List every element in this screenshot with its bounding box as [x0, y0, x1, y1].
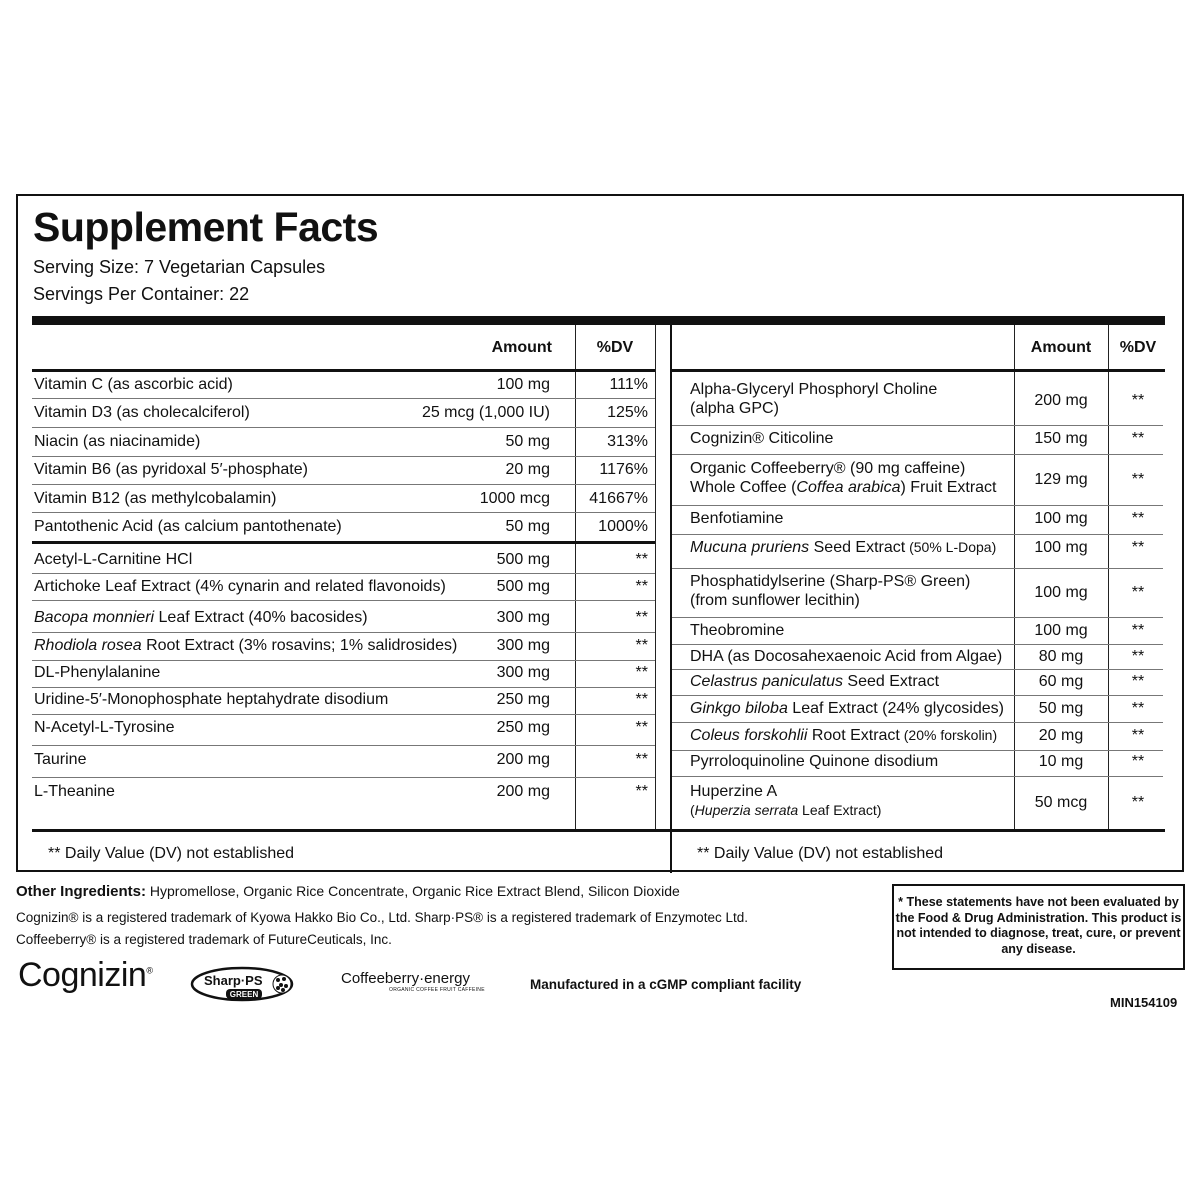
other-ingredients: [16, 883, 680, 900]
ingredient-name-rest: (: [690, 802, 695, 818]
svg-text:Sharp·PS: Sharp·PS: [204, 973, 263, 988]
ingredient-amount: 300 mg: [496, 609, 550, 626]
row-divider: [672, 617, 1163, 618]
row-divider: [672, 425, 1163, 426]
row-divider: [32, 714, 655, 715]
ingredient-dv: **: [1131, 471, 1145, 488]
other-ingredients-label: Other Ingredients:: [16, 883, 147, 900]
ingredient-name-rest: Root Extract (3% rosavins; 1% salidrosides): [141, 637, 458, 654]
ingredient-dv: 1000%: [598, 518, 648, 535]
ingredient-name: Taurine: [34, 751, 87, 768]
vitamin-section-rule: [32, 541, 655, 544]
ingredient-amount: 100 mg: [496, 376, 550, 393]
left-amount-header: Amount: [491, 339, 552, 356]
ingredient-dv: **: [635, 751, 648, 768]
ingredient-amount: 100 mg: [1034, 584, 1088, 601]
ingredient-amount: 500 mg: [496, 578, 550, 595]
ingredient-name: Huperzine A: [690, 783, 778, 800]
center-divider: [670, 325, 672, 873]
ingredient-dv: **: [635, 637, 648, 654]
row-divider: [32, 777, 655, 778]
ingredient-name: Uridine-5′-Monophosphate heptahydrate disodium: [34, 691, 389, 708]
ingredient-name-line2: (alpha GPC): [690, 400, 779, 417]
header-rule: [32, 316, 1165, 325]
ingredient-dv: **: [1131, 392, 1145, 409]
row-divider: [672, 776, 1163, 777]
ingredient-dv: **: [1131, 648, 1145, 665]
ingredient-name-italic: Coffea arabica: [796, 479, 901, 496]
table-bottom-rule: [32, 829, 1165, 832]
ingredient-dv: **: [1131, 510, 1145, 527]
ingredient-dv: **: [1131, 622, 1145, 639]
ingredient-name-italic: Bacopa monnieri: [34, 609, 155, 626]
sharp-ps-green-logo: [190, 966, 302, 1002]
ingredient-name: Pyrroloquinoline Quinone disodium: [690, 753, 939, 770]
fda-disclaimer: * These statements have not been evaluated by the Food & Drug Administration. This product is not intended to diagnose, treat, cure, or prevent any disease.: [892, 884, 1185, 970]
ingredient-name-rest: Root Extract: [807, 727, 900, 744]
ingredient-name-rest: Whole Coffee (: [690, 479, 797, 496]
row-divider: [672, 454, 1163, 455]
ingredient-dv: **: [635, 691, 648, 708]
ingredient-name: [34, 637, 457, 655]
ingredient-name-rest: Seed Extract: [842, 673, 940, 690]
row-divider: [32, 484, 655, 485]
ingredient-amount: 50 mcg: [1034, 794, 1088, 811]
row-divider: [672, 722, 1163, 723]
ingredient-amount: 50 mg: [1038, 700, 1084, 717]
row-divider: [672, 695, 1163, 696]
ingredient-dv: **: [635, 609, 648, 626]
ingredient-name: Organic Coffeeberry® (90 mg caffeine): [690, 460, 966, 477]
product-code: MIN154109: [1110, 995, 1178, 1010]
row-divider: [672, 669, 1163, 670]
ingredient-name-rest: Leaf Extract (24% glycosides): [787, 700, 1004, 717]
ingredient-dv: **: [1131, 539, 1145, 556]
ingredient-amount: 10 mg: [1038, 753, 1084, 770]
ingredient-name: [690, 539, 996, 557]
ingredient-dv: **: [1131, 727, 1145, 744]
ingredient-name: Benfotiamine: [690, 510, 784, 527]
ingredient-dv: **: [1131, 753, 1145, 770]
ingredient-name: Cognizin® Citicoline: [690, 430, 834, 447]
ingredient-amount: 100 mg: [1034, 622, 1088, 639]
ingredient-name: Theobromine: [690, 622, 785, 639]
ingredient-name: [690, 700, 1004, 718]
row-divider: [32, 687, 655, 688]
ingredient-dv: **: [635, 719, 648, 736]
ingredient-amount: 500 mg: [496, 551, 550, 568]
row-divider: [32, 745, 655, 746]
ingredient-name: Vitamin B6 (as pyridoxal 5′-phosphate): [34, 461, 308, 478]
row-divider: [32, 632, 655, 633]
row-divider: [672, 505, 1163, 506]
ingredient-name-italic: Rhodiola rosea: [34, 637, 142, 654]
ingredient-amount: 200 mg: [1034, 392, 1088, 409]
row-divider: [672, 534, 1163, 535]
ingredient-name-rest: Leaf Extract): [798, 802, 882, 818]
ingredient-dv: 111%: [609, 376, 648, 393]
ingredient-name: Vitamin B12 (as methylcobalamin): [34, 490, 277, 507]
ingredient-amount: 100 mg: [1034, 539, 1088, 556]
right-dv-header: %DV: [1119, 339, 1157, 356]
ingredient-dv: **: [1131, 430, 1145, 447]
ingredient-name-italic: Huperzia serrata: [694, 802, 799, 818]
row-divider: [32, 456, 655, 457]
ingredient-name: [34, 609, 368, 627]
ingredient-amount: 80 mg: [1038, 648, 1084, 665]
ingredient-name-line2: [690, 802, 881, 818]
ingredient-dv: 41667%: [589, 490, 648, 507]
ingredient-name-note: (50% L-Dopa): [905, 539, 997, 555]
row-divider: [32, 427, 655, 428]
ingredient-dv: **: [635, 664, 648, 681]
row-divider: [672, 568, 1163, 569]
ingredient-amount: 150 mg: [1034, 430, 1088, 447]
ingredient-dv: **: [635, 578, 648, 595]
ingredient-name-line2: [690, 479, 997, 497]
ingredient-dv: 125%: [607, 404, 648, 421]
svg-text:GREEN: GREEN: [229, 990, 259, 999]
ingredient-amount: 1000 mcg: [479, 490, 550, 507]
ingredient-name: DHA (as Docosahexaenoic Acid from Algae): [690, 648, 1003, 665]
row-divider: [32, 512, 655, 513]
row-divider: [32, 600, 655, 601]
ingredient-amount: 200 mg: [496, 783, 550, 800]
ingredient-amount: 250 mg: [496, 691, 550, 708]
ingredient-name: [690, 727, 997, 745]
ingredient-dv: 313%: [607, 433, 648, 450]
manufactured-statement: Manufactured in a cGMP compliant facility: [530, 977, 802, 992]
ingredient-name: Pantothenic Acid (as calcium pantothenate): [34, 518, 342, 535]
row-divider: [672, 644, 1163, 645]
panel-title: Supplement Facts: [33, 204, 379, 250]
row-divider: [672, 750, 1163, 751]
ingredient-dv: **: [1131, 700, 1145, 717]
ingredient-name: Phosphatidylserine (Sharp-PS® Green): [690, 573, 971, 590]
ingredient-amount: 250 mg: [496, 719, 550, 736]
ingredient-name: Acetyl-L-Carnitine HCl: [34, 551, 193, 568]
ingredient-amount: 300 mg: [496, 637, 550, 654]
ingredient-dv: **: [1131, 794, 1145, 811]
ingredient-dv: **: [635, 783, 648, 800]
ingredient-amount: 20 mg: [505, 461, 550, 478]
ingredient-amount: 300 mg: [496, 664, 550, 681]
ingredient-name: N-Acetyl-L-Tyrosine: [34, 719, 175, 736]
ingredient-name-rest: Seed Extract: [809, 539, 906, 556]
ingredient-amount: 100 mg: [1034, 510, 1088, 527]
ingredient-dv: **: [1131, 584, 1145, 601]
ingredient-amount: 129 mg: [1034, 471, 1088, 488]
ingredient-name: Niacin (as niacinamide): [34, 433, 201, 450]
trademark-line-2: Coffeeberry® is a registered trademark of FutureCeuticals, Inc.: [16, 932, 392, 947]
ingredient-name: DL-Phenylalanine: [34, 664, 161, 681]
cognizin-logo: Cognizin®: [18, 956, 153, 994]
left-footnote: ** Daily Value (DV) not established: [48, 845, 295, 862]
ingredient-amount: 50 mg: [505, 518, 550, 535]
ingredient-amount: 50 mg: [505, 433, 550, 450]
other-ingredients-list: Hypromellose, Organic Rice Concentrate, Organic Rice Extract Blend, Silicon Dioxide: [149, 883, 680, 899]
ingredient-name-italic: Ginkgo biloba: [690, 700, 788, 717]
ingredient-name: L-Theanine: [34, 783, 115, 800]
ingredient-name-rest: ) Fruit Extract: [900, 479, 997, 496]
row-divider: [32, 398, 655, 399]
trademark-line-1: Cognizin® is a registered trademark of Kyowa Hakko Bio Co., Ltd. Sharp·PS® is a registered trademark of Enzymotec Ltd.: [16, 910, 748, 925]
ingredient-name: Artichoke Leaf Extract (4% cynarin and related flavonoids): [34, 578, 446, 595]
ingredient-name: Vitamin D3 (as cholecalciferol): [34, 404, 250, 421]
ingredient-amount: 200 mg: [496, 751, 550, 768]
ingredient-dv: **: [635, 551, 648, 568]
ingredient-name-note: (20% forskolin): [899, 727, 998, 743]
ingredient-dv: 1176%: [599, 461, 648, 478]
ingredient-name-rest: Leaf Extract (40% bacosides): [154, 609, 368, 626]
left-dv-header: %DV: [596, 339, 634, 356]
ingredient-dv: **: [1131, 673, 1145, 690]
ingredient-amount: 25 mcg (1,000 IU): [421, 404, 550, 421]
row-divider: [32, 573, 655, 574]
servings-per-container: Servings Per Container: 22: [33, 284, 250, 304]
ingredient-name-italic: Mucuna pruriens: [690, 539, 810, 556]
ingredient-name-italic: Coleus forskohlii: [690, 727, 808, 744]
left-dv-divider: [655, 325, 656, 830]
ingredient-amount: 20 mg: [1038, 727, 1084, 744]
ingredient-name: Vitamin C (as ascorbic acid): [34, 376, 233, 393]
ingredient-name-line2: (from sunflower lecithin): [690, 592, 860, 609]
ingredient-name: Alpha-Glyceryl Phosphoryl Choline: [690, 381, 938, 398]
right-footnote: ** Daily Value (DV) not established: [697, 845, 944, 862]
ingredient-amount: 60 mg: [1038, 673, 1084, 690]
right-amount-header: Amount: [1030, 339, 1092, 356]
ingredient-name: [690, 673, 939, 691]
serving-size: Serving Size: 7 Vegetarian Capsules: [33, 257, 326, 277]
right-header-rule: [672, 369, 1165, 372]
left-header-rule: [32, 369, 655, 372]
row-divider: [32, 660, 655, 661]
coffeeberry-energy-logo: Coffeeberry·energy ORGANIC COFFEE FRUIT CAFFEINE: [341, 970, 485, 993]
ingredient-name-italic: Celastrus paniculatus: [690, 673, 843, 690]
